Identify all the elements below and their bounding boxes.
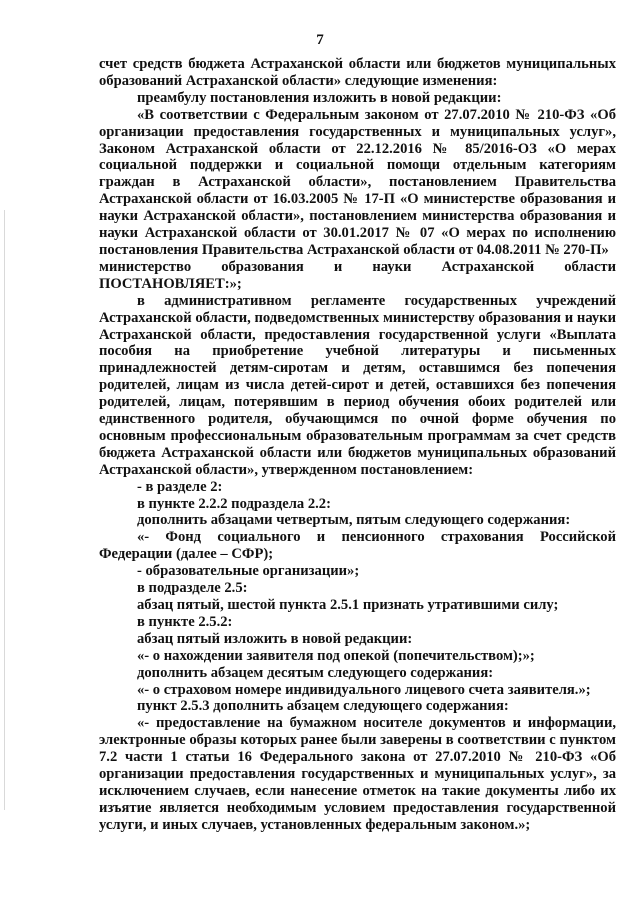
paragraph-10: - образовательные организации»; bbox=[137, 563, 360, 580]
paragraph-6: - в разделе 2: bbox=[137, 478, 223, 495]
scan-edge-line bbox=[4, 210, 5, 810]
paragraph-2: преамбулу постановления изложить в новой редакции: bbox=[137, 89, 502, 106]
paragraph-15: «- о нахождении заявителя под опекой (попечительством);»; bbox=[137, 647, 535, 664]
paragraph-7: в пункте 2.2.2 подраздела 2.2: bbox=[137, 495, 331, 512]
paragraph-12: абзац пятый, шестой пункта 2.5.1 признать утратившими силу; bbox=[137, 597, 559, 613]
paragraph-13: в пункте 2.5.2: bbox=[137, 613, 233, 630]
paragraph-4: министерство образования и науки Астраханской области ПОСТАНОВЛЯЕТ:»; bbox=[99, 258, 616, 292]
paragraph-16: дополнить абзацем десятым следующего содержания: bbox=[137, 664, 494, 681]
paragraph-9: «- Фонд социального и пенсионного страхования Российской Федерации (далее – СФР); bbox=[99, 529, 616, 563]
paragraph-3: «В соответствии с Федеральным законом от 27.07.2010 № 210-ФЗ «Об организации предоставления государственных и муниципальных услуг», Законом Астраханской области от 22.12.2016 № 85/2016-ОЗ «О мерах социальной поддержки и социальной помощи отдельным категориям граждан в Астраханской области», постановлением Правительства Астраханской области от 16.03.2005 № 17-П «О министерстве образования и науки Астраханской области», постановлением министерства образования и науки Астраханской области от 30.01.2017 № 07 «О мерах по исполнению постановления Правительства Астраханской области от 04.08.2011 № 270-П» bbox=[99, 106, 616, 258]
paragraph-1: счет средств бюджета Астраханской области или бюджетов муниципальных образований Астраханской области» следующие изменения: bbox=[99, 56, 616, 89]
paragraph-14: абзац пятый изложить в новой редакции: bbox=[137, 630, 413, 647]
page-number: 7 bbox=[316, 32, 324, 48]
paragraph-19: «- предоставление на бумажном носителе документов и информации, электронные образы которых ранее были заверены в соответствии с пунктом 7.2 части 1 статьи 16 Федерального закона от 27.07.2010 № 210-ФЗ «Об организации предоставления государственных и муниципальных услуг», за исключением случаев, если нанесение отметок на такие документы либо их изъятие является необходимым условием предоставления государственной услуги, и иных случаев, установленных федеральным законом.»; bbox=[99, 715, 616, 833]
document-body bbox=[99, 56, 616, 834]
paragraph-5: в административном регламенте государственных учреждений Астраханской области, подведомственных министерству образования и науки Астраханской области, предоставления государственной услуги «Выплата пособия на приобретение учебной литературы и письменных принадлежностей детям-сиротам и детям, оставшимся без попечения родителей, лицам из числа детей-сирот и детей, оставшихся без попечения родителей, лицам, потерявшим в период обучения обоих родителей или единственного родителя, обучающимся по очной форме обучения по основным профессиональным образовательным программам за счет средств бюджета Астраханской области или бюджетов муниципальных образований Астраханской области», утвержденном постановлением: bbox=[99, 292, 616, 478]
paragraph-11: в подразделе 2.5: bbox=[137, 580, 248, 597]
paragraph-18: пункт 2.5.3 дополнить абзацем следующего содержания: bbox=[137, 698, 509, 715]
paragraph-8: дополнить абзацами четвертым, пятым следующего содержания: bbox=[137, 512, 571, 529]
paragraph-17: «- о страховом номере индивидуального лицевого счета заявителя.»; bbox=[137, 681, 591, 698]
